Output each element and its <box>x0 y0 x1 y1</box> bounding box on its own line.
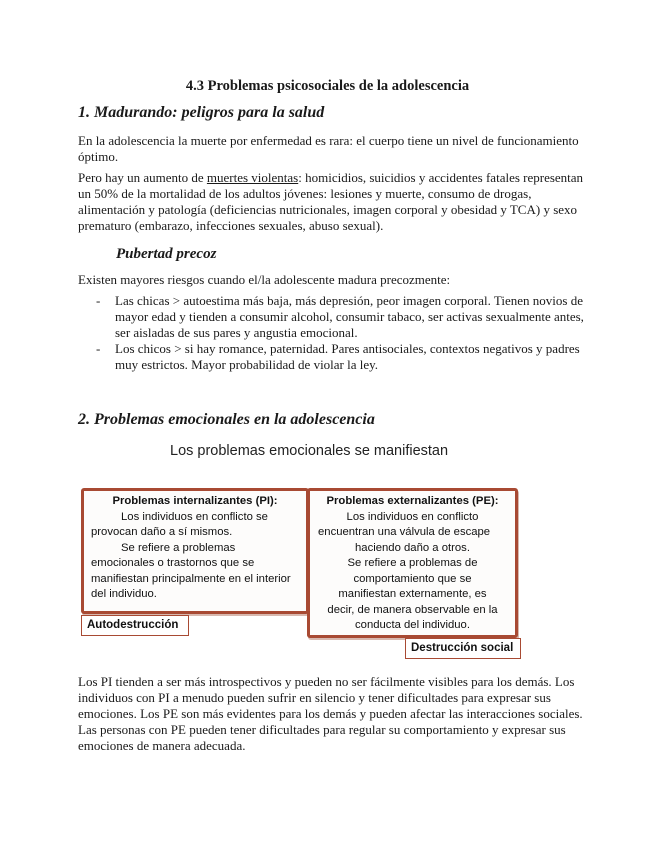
pi-title: Problemas internalizantes (PI): <box>112 495 278 507</box>
list-item-text: Las chicas > autoestima más baja, más depresión, peor imagen corporal. Tienen novios de mayor edad y tienden a consumir alcohol, consumir tabaco, ser activas sexualmente antes, ser aisladas de sus pares y angustia emocional. <box>115 293 584 340</box>
bullet-dash: - <box>96 293 101 308</box>
paragraph-illness: En la adolescencia la muerte por enfermedad es rara: el cuerpo tiene un nivel de funcionamiento óptimo. <box>78 133 579 164</box>
subheading-pubertad-precoz: Pubertad precoz <box>116 246 217 262</box>
pe-line: conducta del individuo. <box>355 619 470 631</box>
violent-deaths-prefix: Pero hay un aumento de <box>78 170 207 185</box>
pe-line: haciendo daño a otros. <box>355 541 470 554</box>
diagram-title: Los problemas emocionales se manifiestan <box>170 443 449 459</box>
self-destruction-label: Autodestrucción <box>81 615 189 636</box>
paragraph-early-maturation: Existen mayores riesgos cuando el/la adolescente madura precozmente: <box>78 272 451 287</box>
paragraph-pi-pe-comparison: Los PI tienden a ser más introspectivos y pueden no ser fácilmente visibles para los demás. Los individuos con PI a menudo pueden sufrir en silencio y tener dificultades para expresar sus emociones. Los PE son más evidentes para los demás y pueden afectar las interacciones sociales. Las personas con PE pueden tener dificultades para regular su comportamiento y expresar sus emociones de manera adecuada. <box>78 674 583 753</box>
pi-line: provocan daño a sí mismos. <box>91 526 233 538</box>
internalizing-problems-box <box>81 488 309 614</box>
page-title: 4.3 Problemas psicosociales de la adolescencia <box>185 78 470 94</box>
pi-line: del individuo. <box>91 588 157 600</box>
pe-line: Los individuos en conflicto <box>346 510 479 523</box>
section-2-heading: 2. Problemas emocionales en la adolescencia <box>78 411 375 428</box>
risk-list <box>78 293 584 373</box>
list-item <box>78 293 584 341</box>
section-1-heading: 1. Madurando: peligros para la salud <box>78 104 325 121</box>
pi-line: Los individuos en conflicto se <box>121 510 268 523</box>
bullet-dash: - <box>96 341 101 356</box>
externalizing-problems-box <box>307 488 518 638</box>
pi-line: Se refiere a problemas <box>121 541 236 554</box>
pi-line: emocionales o trastornos que se <box>91 557 255 569</box>
list-item-text: Los chicos > si hay romance, paternidad. Pares antisociales, contextos negativos y padres muy estrictos. Mayor probabilidad de violar la ley. <box>115 341 580 372</box>
pe-line: encuentran una válvula de escape <box>318 526 491 538</box>
pe-line: decir, de manera observable en la <box>327 603 498 616</box>
pe-line: comportamiento que se <box>353 572 472 585</box>
list-item <box>78 341 584 373</box>
pe-line: Se refiere a problemas de <box>347 557 478 569</box>
paragraph-violent-deaths <box>78 170 584 234</box>
pi-line: manifiestan principalmente en el interior <box>91 572 291 585</box>
social-destruction-label: Destrucción social <box>405 638 521 659</box>
violent-deaths-underlined: muertes violentas <box>206 170 299 185</box>
violent-deaths-suffix: : homicidios, suicidios y accidentes fatales representan un 50% de la mortalidad de los adultos jóvenes: lesiones y muerte, consumo de drogas, alimentación y patología (deficiencias nutricionales, imagen corporal y obesidad y TCA) y sexo prematuro (embarazo, infecciones sexuales, abuso sexual). <box>78 170 584 233</box>
pe-title: Problemas externalizantes (PE): <box>326 495 499 507</box>
pe-line: manifiestan externamente, es <box>338 588 487 600</box>
